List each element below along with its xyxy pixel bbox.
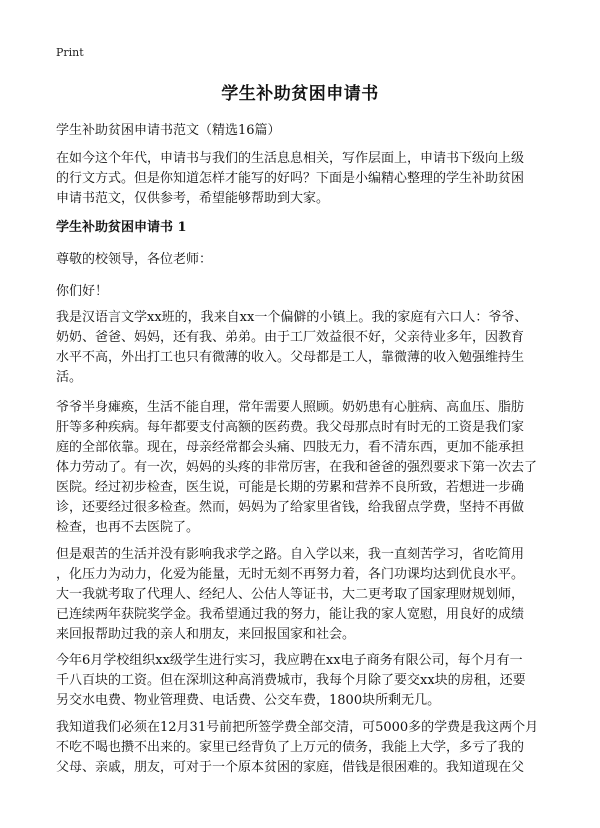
paragraph-line: 来回报帮助过我的亲人和朋友，来回报国家和社会。 [56, 627, 356, 642]
document-title: 学生补助贫困申请书 [221, 84, 379, 104]
paragraph-line: 大一我就考取了代理人、经纪人、公估人等证书，大二更考取了国家理财规划师， [56, 587, 525, 602]
paragraph-line: 检查，也再不去医院了。 [56, 520, 200, 535]
paragraph-1 [56, 308, 550, 388]
paragraph-line: 今年6月学校组织xx级学生进行实习，我应聘在xx电子商务有限公司，每个月有一 [56, 653, 523, 668]
paragraph-line: 我是汉语言文学xx班的，我来自xx一个偏僻的小镇上。我的家庭有六口人：爷爷、 [56, 310, 528, 325]
intro-line: 在如今这个年代，申请书与我们的生活息息相关，写作层面上，申请书下级向上级 [56, 151, 525, 166]
paragraph-line: 奶奶、爸爸、妈妈，还有我、弟弟。由于工厂效益很不好，父亲待业多年，因教育 [56, 330, 525, 345]
greeting: 尊敬的校领导，各位老师： [56, 252, 213, 267]
document-subtitle: 学生补助贫困申请书范文（精选16篇） [56, 123, 281, 138]
paragraph-5 [56, 718, 550, 778]
paragraph-line: 另交水电费、物业管理费、电话费、公交车费，1800块所剩无几。 [56, 693, 441, 708]
paragraph-line: 庭的全部依靠。现在，母亲经常都会头痛、四肢无力，看不清东西，更加不能承担 [56, 440, 525, 455]
paragraph-4 [56, 651, 550, 711]
paragraph-line: 体力劳动了。有一次，妈妈的头疼的非常厉害，在我和爸爸的强烈要求下第一次去了 [56, 460, 538, 475]
hello-line: 你们好！ [56, 284, 109, 299]
paragraph-line: 父母、亲戚，朋友，可对于一个原本贫困的家庭，借钱是很困难的。我知道现在父 [56, 760, 525, 775]
paragraph-line: 医院。经过初步检查，医生说，可能是长期的劳累和营养不良所致，若想进一步确 [56, 480, 525, 495]
intro-line: 的行文方式。但是你知道怎样才能写的好吗？下面是小编精心整理的学生补助贫困 [56, 171, 525, 186]
paragraph-line: ，化压力为动力，化爱为能量，无时无刻不再努力着，各门功课均达到优良水平。 [56, 567, 525, 582]
paragraph-line: 诊，还要经过很多检查。然而，妈妈为了给家里省钱，给我留点学费，坚持不再做 [56, 500, 525, 515]
intro-line: 申请书范文，仅供参考，希望能够帮助到大家。 [56, 191, 330, 206]
paragraph-line: 爷爷半身瘫痪，生活不能自理，常年需要人照顾。奶奶患有心脏病、高血压、脂肪 [56, 400, 525, 415]
paragraph-line: 千八百块的工资。但在深圳这种高消费城市，我每个月除了要交xx块的房租，还要 [56, 673, 526, 688]
paragraph-line: 不吃不喝也攒不出来的。家里已经背负了上万元的债务，我能上大学，多亏了我的 [56, 740, 525, 755]
paragraph-line: 已连续两年获院奖学金。我希望通过我的努力，能让我的家人宽慰，用良好的成绩 [56, 607, 525, 622]
paragraph-line: 肝等多种疾病。每年都要支付高额的医药费。我父母那点时有时无的工资是我们家 [56, 420, 525, 435]
paragraph-line: 我知道我们必须在12月31号前把所签学费全部交清，可5000多的学费是我这两个月 [56, 720, 539, 735]
paragraph-line: 但是艰苦的生活并没有影响我求学之路。自入学以来，我一直刻苦学习，省吃简用 [56, 547, 525, 562]
paragraph-3 [56, 545, 550, 645]
intro-paragraph [56, 149, 550, 209]
print-link[interactable]: Print [56, 46, 84, 59]
paragraph-2 [56, 398, 550, 538]
paragraph-line: 水平不高，外出打工也只有微薄的收入。父母都是工人，靠微薄的收入勉强维持生 [56, 350, 525, 365]
paragraph-line: 活。 [56, 370, 83, 385]
section-heading: 学生补助贫困申请书 1 [56, 220, 187, 235]
